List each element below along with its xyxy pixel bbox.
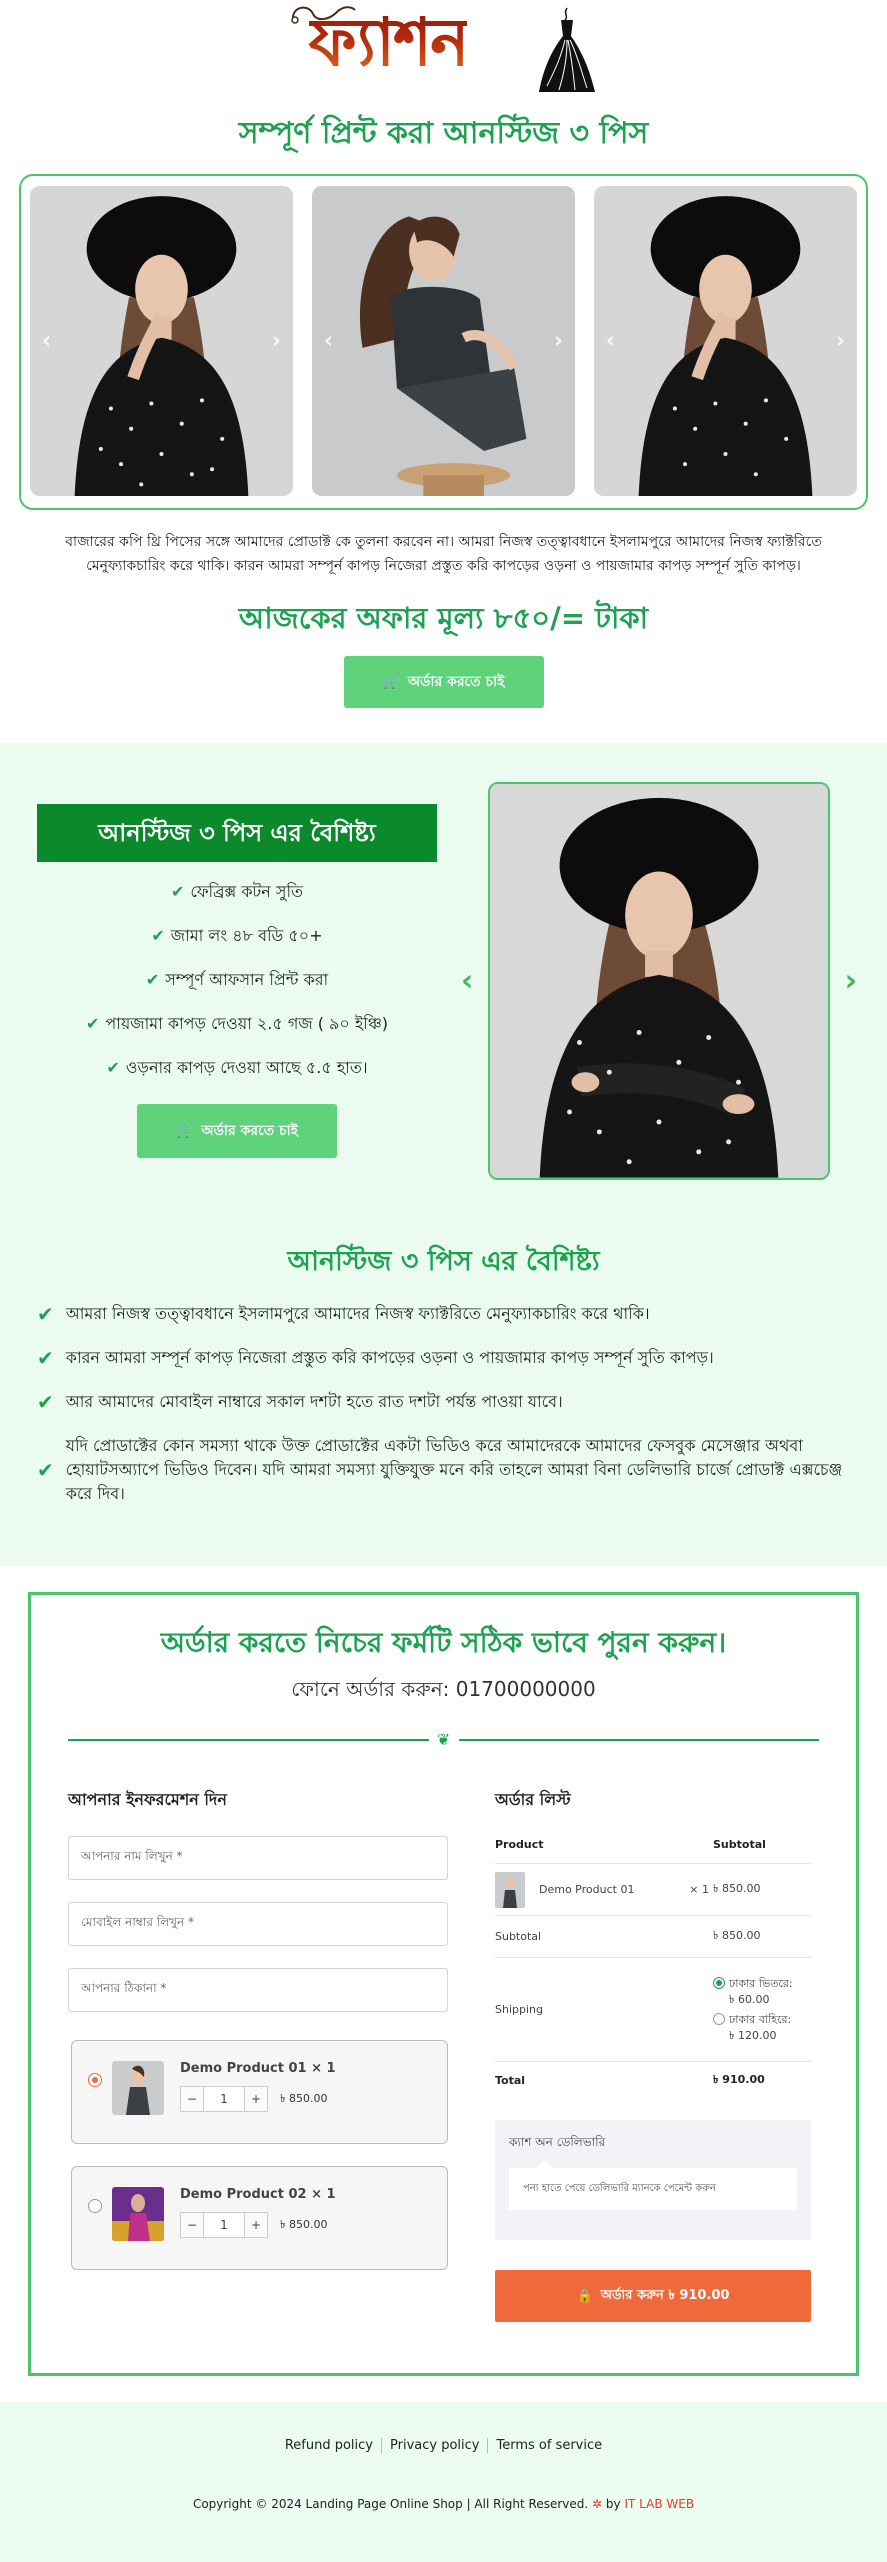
order-item-qty: × 1 (689, 1883, 709, 1896)
feature-point: ✔ আর আমাদের মোবাইল নাম্বারে সকাল দশটা হতে রাত দশটা পর্যন্ত পাওয়া যাবে। (37, 1390, 563, 1414)
features-carousel[interactable] (461, 782, 857, 1180)
feature-point: ✔ আমরা নিজস্ব তত্ত্বাবধানে ইসলামপুরে আমাদের নিজস্ব ফ্যাক্টরিতে মেনুফ্যাকচারিং করে থাকি। (37, 1302, 650, 1326)
site-logo[interactable] (289, 0, 599, 96)
product-thumbnail (112, 2061, 164, 2115)
divider (68, 1730, 819, 1749)
brand-link[interactable]: IT LAB WEB (624, 2497, 695, 2511)
carousel-slide-1[interactable] (30, 186, 293, 496)
product-option-2[interactable] (71, 2166, 448, 2270)
order-table (495, 1838, 811, 2098)
shipping-radio[interactable] (713, 2013, 725, 2025)
leaf-icon: ❦ (436, 1730, 451, 1749)
carousel-next-icon[interactable]: › (835, 328, 845, 354)
order-now-button[interactable] (344, 656, 544, 708)
cart-icon: 🛒 (382, 674, 400, 690)
order-form-title: অর্ডার করতে নিচের ফর্মটি সঠিক ভাবে পুরন করুন। (160, 1626, 727, 1659)
copyright: Copyright © 2024 Landing Page Online Shop | All Right Reserved. ✲ by IT LAB WEB (192, 2497, 695, 2511)
info-heading: আপনার ইনফরমেশন দিন (68, 1790, 227, 1809)
plus-button[interactable]: + (245, 2213, 267, 2237)
features-title-2: আনস্টিজ ৩ পিস এর বৈশিষ্ট্য (287, 1246, 600, 1277)
quantity-stepper[interactable] (180, 2212, 268, 2238)
mobile-field[interactable]: মোবাইল নাম্বার লিখুন * (68, 1902, 448, 1946)
model-photo (312, 186, 575, 496)
features-points (37, 1302, 850, 1506)
customer-info-column (68, 1787, 448, 2322)
total-row (495, 2062, 811, 2098)
place-order-button[interactable] (495, 2270, 811, 2322)
check-icon: ✔ (85, 1014, 100, 1033)
footer-links (0, 2438, 887, 2453)
carousel-prev-icon[interactable]: ‹ (42, 328, 52, 354)
col-subtotal: Subtotal (713, 1838, 766, 1851)
order-item-subtotal: ৳ 850.00 (713, 1882, 761, 1895)
quantity-value[interactable]: 1 (203, 2213, 245, 2237)
check-icon: ✔ (37, 1302, 54, 1326)
model-photo (594, 186, 857, 496)
product-carousel[interactable] (19, 174, 868, 510)
cod-description: পন্য হাতে পেয়ে ডেলিভারি ম্যানকে পেমেন্ট করুন (509, 2168, 797, 2210)
product-radio-selected[interactable] (88, 2073, 102, 2087)
cod-heading: ক্যাশ অন ডেলিভারি (509, 2135, 606, 2149)
order-phone: ফোনে অর্ডার করুন: 01700000000 (291, 1677, 596, 1701)
shipping-outside-option[interactable]: ঢাকার বাহিরে: ৳ 120.00 (713, 2012, 811, 2044)
carousel-prev-icon[interactable]: ‹ (324, 328, 334, 354)
col-product: Product (495, 1838, 544, 1851)
product-thumbnail (112, 2187, 164, 2241)
shipping-inside-option[interactable]: ঢাকার ভিতরে: ৳ 60.00 (713, 1976, 811, 2008)
carousel-next-icon[interactable]: › (271, 328, 281, 354)
header (0, 0, 887, 96)
quantity-value[interactable]: 1 (203, 2087, 245, 2111)
model-photo (30, 186, 293, 496)
model-photo (490, 784, 828, 1178)
cart-icon: 🛒 (176, 1123, 194, 1139)
carousel-next-icon[interactable]: › (553, 328, 563, 354)
dress-icon (537, 6, 599, 94)
product-thumbnail (495, 1872, 525, 1908)
privacy-policy-link[interactable]: Privacy policy (381, 2438, 487, 2453)
features-banner: আনস্টিজ ৩ পিস এর বৈশিষ্ট্য (37, 804, 437, 862)
place-order-label: অর্ডার করুন ৳ 910.00 (600, 2287, 730, 2303)
shipping-row (495, 1958, 811, 2062)
order-list-heading: অর্ডার লিস্ট (495, 1790, 571, 1809)
subtotal-row (495, 1916, 811, 1958)
carousel-slide-2[interactable] (312, 186, 575, 496)
name-field[interactable]: আপনার নাম লিখুন * (68, 1836, 448, 1880)
shipping-radio-selected[interactable] (713, 1977, 725, 1989)
order-item-name: Demo Product 01 (539, 1883, 635, 1896)
refund-policy-link[interactable]: Refund policy (284, 2438, 373, 2453)
features-slide[interactable] (488, 782, 830, 1180)
product-option-1[interactable] (71, 2040, 448, 2144)
logo-text: ফ্যাশন (309, 0, 468, 90)
payment-method-box[interactable] (495, 2120, 811, 2240)
feature-item: ✔ ফেব্রিক্স কটন সুতি (170, 882, 304, 901)
features-prev-icon[interactable]: ‹ (461, 963, 474, 999)
footer (0, 2402, 887, 2562)
plus-button[interactable]: + (245, 2087, 267, 2111)
product-price: ৳ 850.00 (280, 2217, 328, 2231)
check-icon: ✔ (37, 1458, 54, 1482)
feature-item: ✔ ওড়নার কাপড় দেওয়া আছে ৫.৫ হাত। (106, 1058, 368, 1077)
address-field[interactable]: আপনার ঠিকানা * (68, 1968, 448, 2012)
hero-title: সম্পূর্ণ প্রিন্ট করা আনস্টিজ ৩ পিস (238, 116, 649, 151)
product-name: Demo Product 01 × 1 (180, 2061, 336, 2076)
feature-item: ✔ পায়জামা কাপড় দেওয়া ২.৫ গজ ( ৯০ ইঞ্চি) (85, 1014, 389, 1033)
product-name: Demo Product 02 × 1 (180, 2187, 336, 2202)
carousel-slide-3[interactable] (594, 186, 857, 496)
minus-button[interactable]: − (181, 2213, 203, 2237)
order-now-label: অর্ডার করতে চাই (407, 674, 505, 690)
feature-point: ✔ কারন আমরা সম্পূর্ন কাপড় নিজেরা প্রস্তুত করি কাপড়ের ওড়না ও পায়জামার কাপড় সম্পূর্ন সুতি কাপড়। (37, 1346, 714, 1370)
intro-description: বাজারের কপি থ্রি পিসের সঙ্গে আমাদের প্রোডাক্ট কে তুলনা করবেন না। আমরা নিজস্ব তত্ত্বাবধানে ইসলামপুরে আমাদের নিজস্ব ফ্যাক্টরিতে মেনুফ্যাকচারিং করে থাকি। কারন আমরা সম্পূর্ন কাপড় নিজেরা প্রস্তুত করি কাপড়ের ওড়না ও পায়জামার কাপড় সম্পূর্ন সুতি কাপড়। (65, 534, 822, 574)
offer-price: আজকের অফার মূল্য ৮৫০/= টাকা (238, 601, 649, 635)
carousel-prev-icon[interactable]: ‹ (606, 328, 616, 354)
order-summary-column (495, 1787, 811, 2322)
feature-point: ✔ যদি প্রোডাক্টের কোন সমস্যা থাকে উক্ত প্রোডাক্টের একটা ভিডিও করে আমাদেরকে আমাদের ফেসবুক মেসেঞ্জার অথবা হোয়াটসঅ্যাপে ভিডিও দিবেন। যদি আমরা সমস্যা যুক্তিযুক্ত মনে করি তাহলে আমরা বিনা ডেলিভারি চার্জে প্রোডাক্ট এক্সচেঞ্জ করে দিব। (37, 1436, 843, 1503)
features-order-label: অর্ডার করতে চাই (201, 1123, 298, 1139)
product-price: ৳ 850.00 (280, 2091, 328, 2105)
features-order-button[interactable] (137, 1104, 337, 1158)
total-value: ৳ 910.00 (713, 2072, 765, 2086)
lock-icon: 🔒 (576, 2288, 593, 2304)
check-icon: ✔ (106, 1058, 120, 1077)
subtotal-value: ৳ 850.00 (713, 1929, 761, 1942)
product-radio[interactable] (88, 2199, 102, 2213)
features-panel (37, 782, 437, 1180)
features-next-icon[interactable]: › (844, 963, 857, 999)
order-form-section (28, 1592, 859, 2376)
features-section (0, 743, 887, 1566)
terms-link[interactable]: Terms of service (487, 2438, 610, 2453)
check-icon: ✔ (37, 1390, 54, 1414)
shipping-label: Shipping (495, 2003, 543, 2016)
feature-item: ✔ সম্পূর্ণ আফসান প্রিন্ট করা (145, 970, 329, 989)
order-item-row (495, 1864, 811, 1916)
feature-item: ✔ জামা লং ৪৮ বডি ৫০+ (151, 926, 323, 945)
check-icon: ✔ (145, 970, 160, 989)
sparkle-icon: ✲ (592, 2497, 603, 2511)
quantity-stepper[interactable] (180, 2086, 268, 2112)
check-icon: ✔ (151, 926, 165, 945)
check-icon: ✔ (170, 882, 185, 901)
check-icon: ✔ (37, 1346, 54, 1370)
subtotal-label: Subtotal (495, 1930, 542, 1943)
minus-button[interactable]: − (181, 2087, 203, 2111)
total-label: Total (495, 2073, 526, 2087)
features-list (37, 870, 437, 1090)
